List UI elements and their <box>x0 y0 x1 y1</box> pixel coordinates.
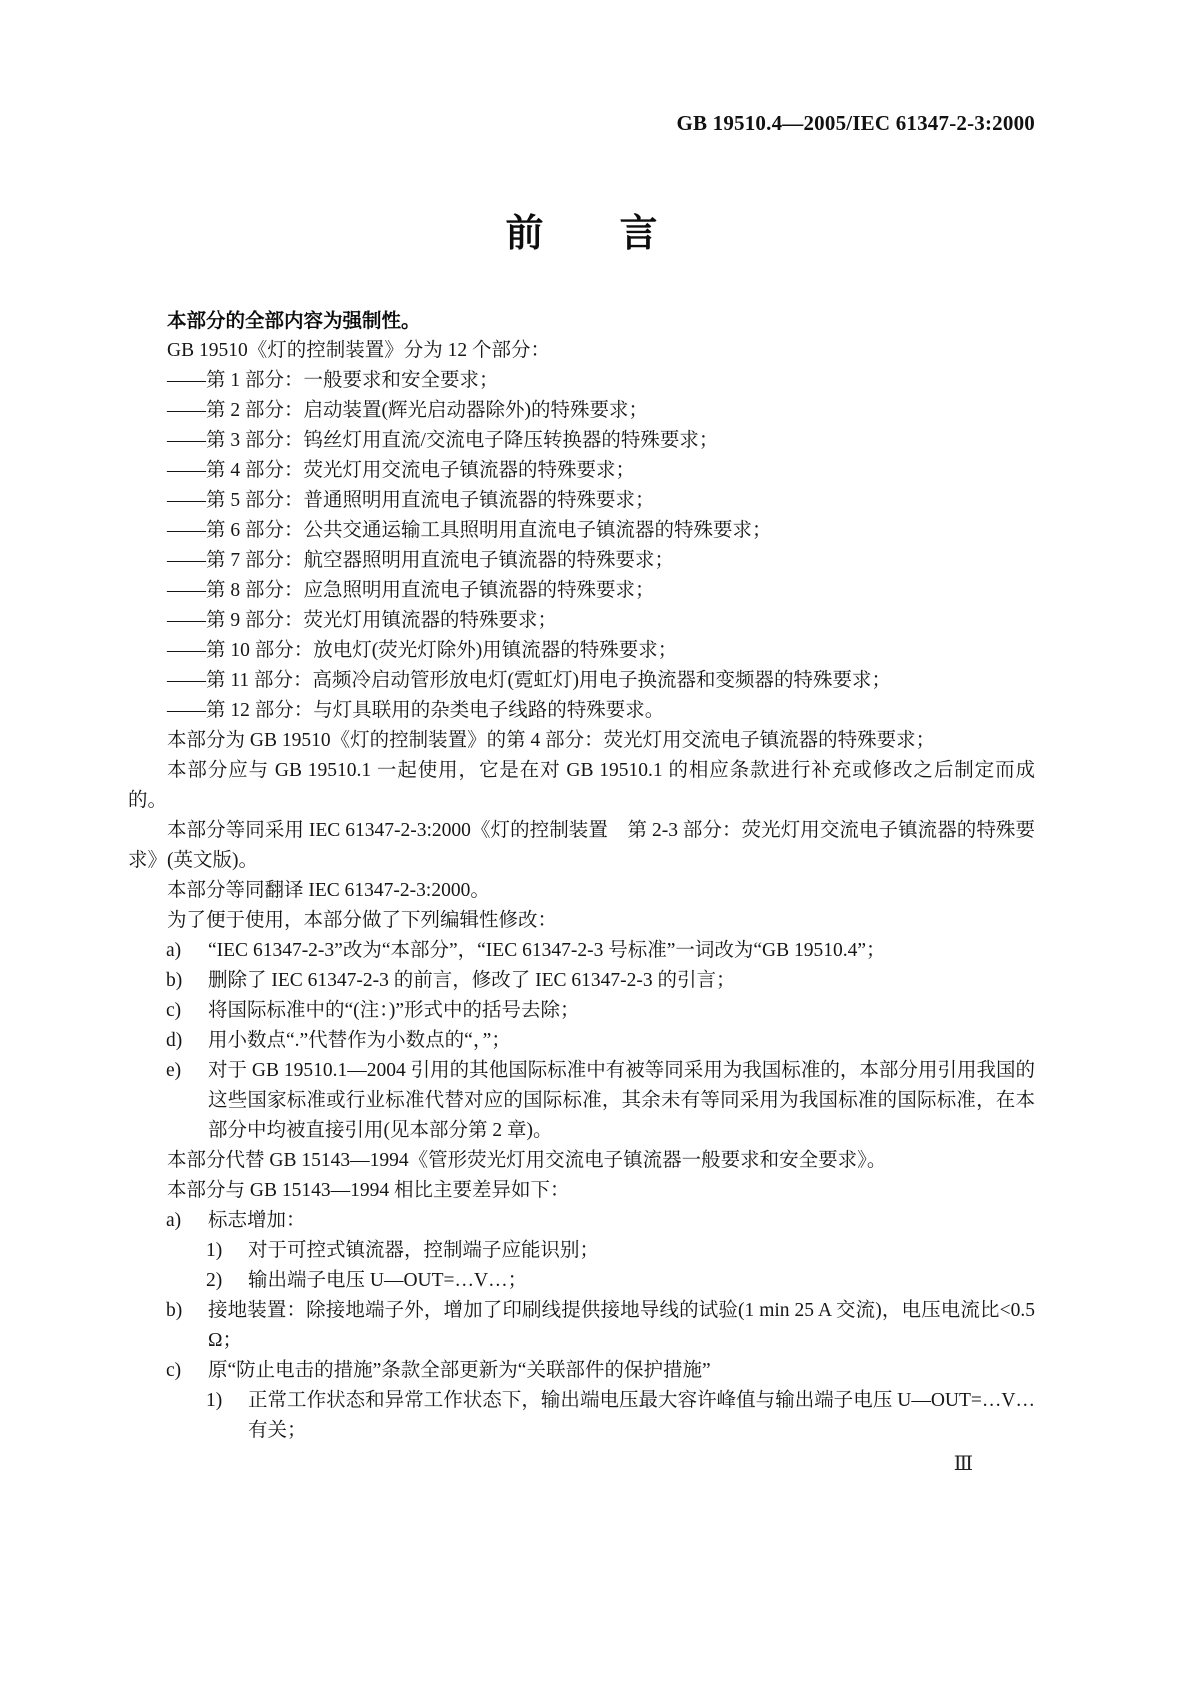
item-text: 用小数点“.”代替作为小数点的“，”； <box>208 1030 511 1051</box>
paragraph: 本部分应与 GB 19510.1 一起使用，它是在对 GB 19510.1 的相应条款进行补充或修改之后制定而成的。 <box>128 760 1035 811</box>
paragraph: ——第 6 部分：公共交通运输工具照明用直流电子镇流器的特殊要求； <box>167 520 772 541</box>
item-label: a) <box>166 1210 182 1231</box>
item-label: a) <box>166 940 182 961</box>
list-item <box>128 1026 1035 1056</box>
paragraph: ——第 3 部分：钨丝灯用直流/交流电子降压转换器的特殊要求； <box>167 430 719 451</box>
item-text: 输出端子电压 U—OUT=…V…； <box>248 1270 528 1291</box>
paragraph: 为了便于使用，本部分做了下列编辑性修改： <box>167 910 558 931</box>
paragraph: ——第 1 部分：一般要求和安全要求； <box>167 370 499 391</box>
list-item <box>128 1266 1035 1296</box>
paragraph: 本部分等同采用 IEC 61347-2-3:2000《灯的控制装置 第 2-3 部分：荧光灯用交流电子镇流器的特殊要求》(英文版)。 <box>128 820 1035 871</box>
list-item <box>128 966 1035 996</box>
item-label: 1) <box>206 1240 223 1261</box>
item-label: c) <box>166 1000 182 1021</box>
list-item <box>128 1386 1035 1446</box>
paragraph: ——第 4 部分：荧光灯用交流电子镇流器的特殊要求； <box>167 460 636 481</box>
list-item <box>128 1236 1035 1266</box>
item-text: 将国际标准中的“(注：)”形式中的括号去除； <box>208 1000 580 1021</box>
paragraph: ——第 11 部分：高频冷启动管形放电灯(霓虹灯)用电子换流器和变频器的特殊要求； <box>167 670 892 691</box>
item-label: b) <box>166 970 183 991</box>
item-text: 标志增加： <box>208 1210 306 1231</box>
item-text: 对于可控式镇流器，控制端子应能识别； <box>248 1240 600 1261</box>
item-text: 对于 GB 19510.1—2004 引用的其他国际标准中有被等同采用为我国标准的，本部分用引用我国的这些国家标准或行业标准代替对应的国际标准，其余未有等同采用为我国标准的国际标准，在本部分中均被直接引用(见本部分第 2 章)。 <box>208 1060 1035 1141</box>
list-item <box>128 1206 1035 1236</box>
item-label: 2) <box>206 1270 223 1291</box>
paragraph: 本部分为 GB 19510《灯的控制装置》的第 4 部分：荧光灯用交流电子镇流器的特殊要求； <box>167 730 936 751</box>
item-text: 接地装置：除接地端子外，增加了印刷线提供接地导线的试验(1 min 25 A 交流)，电压电流比<0.5 Ω； <box>208 1300 1035 1351</box>
item-text: 正常工作状态和异常工作状态下，输出端电压最大容许峰值与输出端子电压 U—OUT=…V…有关； <box>248 1390 1035 1441</box>
list-item <box>128 936 1035 966</box>
list-item <box>128 1056 1035 1146</box>
item-label: b) <box>166 1300 183 1321</box>
paragraph: ——第 5 部分：普通照明用直流电子镇流器的特殊要求； <box>167 490 655 511</box>
paragraph: ——第 7 部分：航空器照明用直流电子镇流器的特殊要求； <box>167 550 675 571</box>
paragraph: ——第 8 部分：应急照明用直流电子镇流器的特殊要求； <box>167 580 655 601</box>
paragraph: ——第 12 部分：与灯具联用的杂类电子线路的特殊要求。 <box>167 700 665 721</box>
standard-number-header: GB 19510.4—2005/IEC 61347-2-3:2000 <box>676 111 1035 135</box>
item-text: “IEC 61347-2-3”改为“本部分”，“IEC 61347-2-3 号标准”一词改为“GB 19510.4”； <box>208 940 886 961</box>
item-label: 1) <box>206 1390 223 1411</box>
paragraph: 本部分代替 GB 15143—1994《管形荧光灯用交流电子镇流器一般要求和安全要求》。 <box>167 1150 887 1171</box>
item-text: 原“防止电击的措施”条款全部更新为“关联部件的保护措施” <box>208 1360 711 1381</box>
item-label: d) <box>166 1030 183 1051</box>
item-label: c) <box>166 1360 182 1381</box>
page-title: 前 言 <box>505 213 658 255</box>
document-body <box>128 306 1035 1446</box>
paragraph: 本部分等同翻译 IEC 61347-2-3:2000。 <box>167 880 490 901</box>
item-text: 删除了 IEC 61347-2-3 的前言，修改了 IEC 61347-2-3 的引言； <box>208 970 736 991</box>
paragraph: ——第 10 部分：放电灯(荧光灯除外)用镇流器的特殊要求； <box>167 640 678 661</box>
list-item <box>128 996 1035 1026</box>
paragraph: ——第 9 部分：荧光灯用镇流器的特殊要求； <box>167 610 558 631</box>
page-number: Ⅲ <box>953 1451 973 1475</box>
paragraph: 本部分的全部内容为强制性。 <box>167 310 421 332</box>
list-item <box>128 1356 1035 1386</box>
paragraph: ——第 2 部分：启动装置(辉光启动器除外)的特殊要求； <box>167 400 648 421</box>
paragraph: GB 19510《灯的控制装置》分为 12 个部分： <box>167 340 550 361</box>
list-item <box>128 1296 1035 1356</box>
item-label: e) <box>166 1060 182 1081</box>
paragraph: 本部分与 GB 15143—1994 相比主要差异如下： <box>167 1180 570 1201</box>
